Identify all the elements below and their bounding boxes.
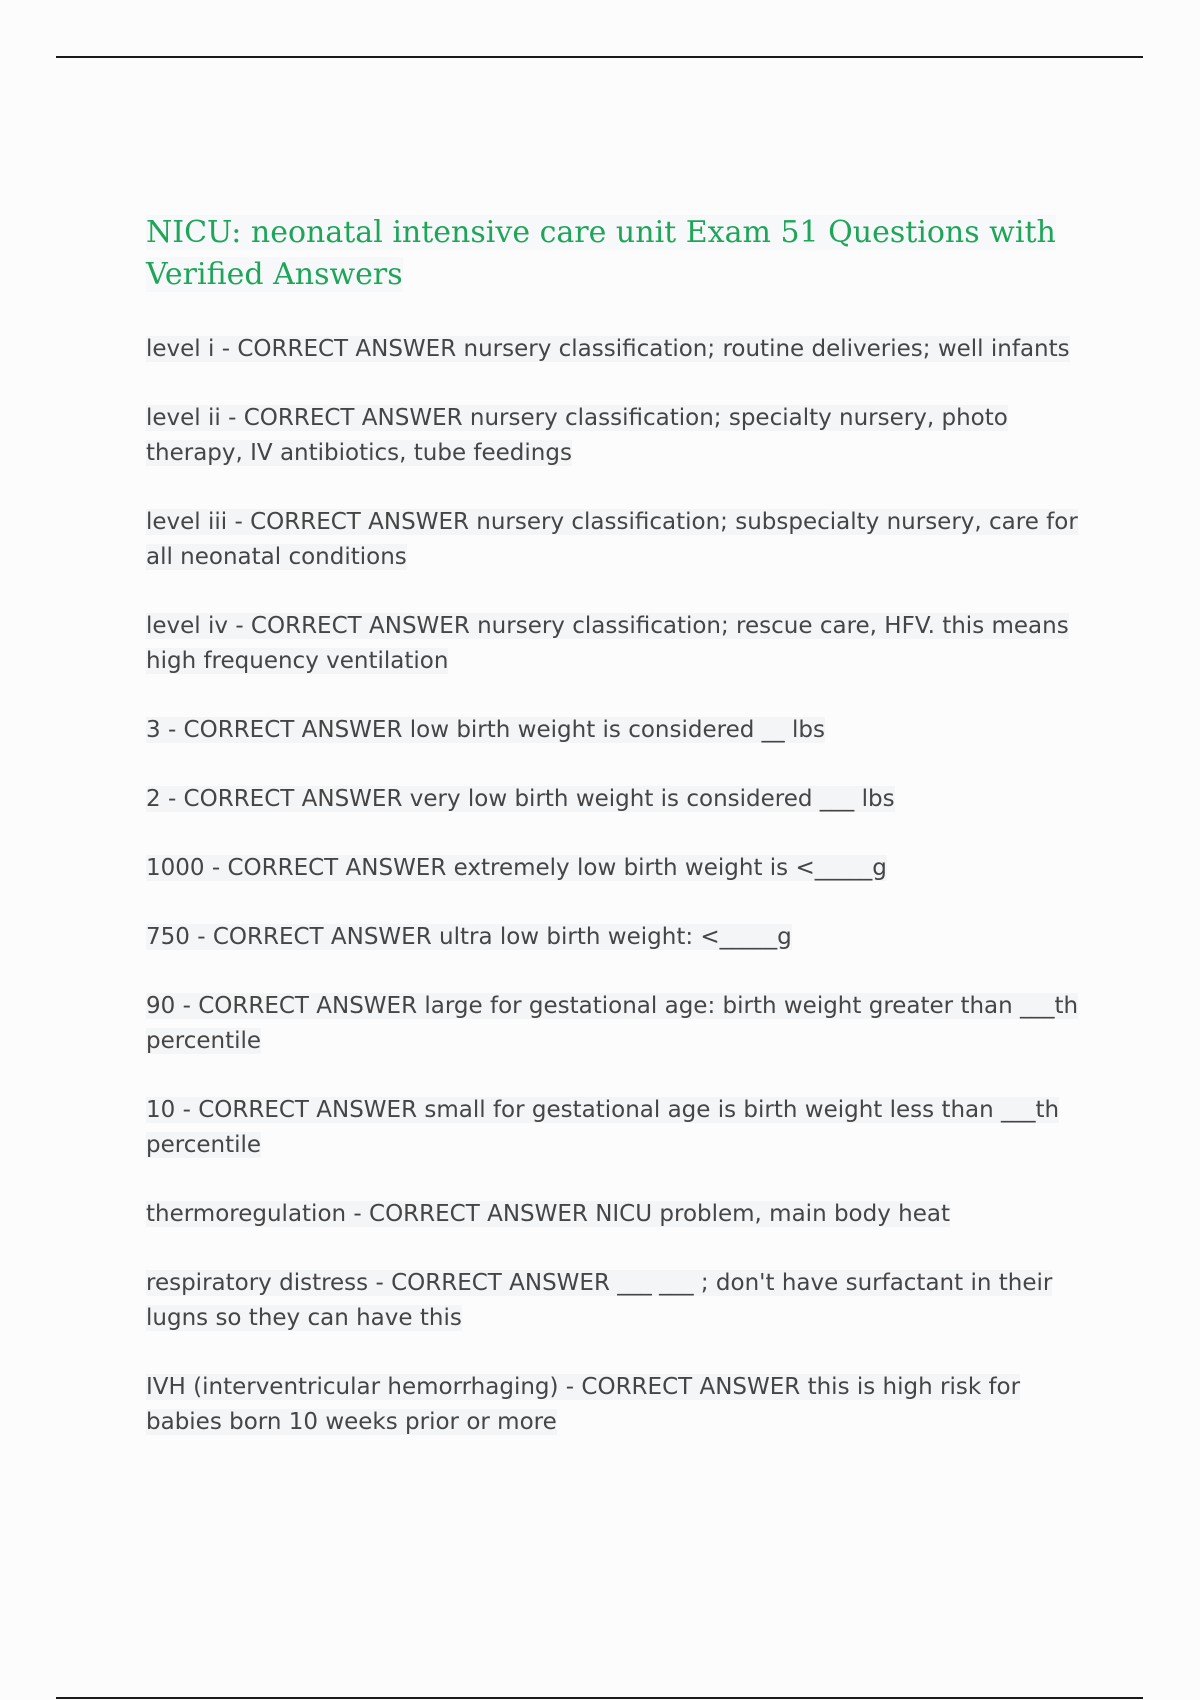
qa-item [146, 401, 1096, 471]
qa-item [146, 1266, 1096, 1336]
qa-text: level iii - CORRECT ANSWER nursery classification; subspecialty nursery, care for all neonatal conditions [146, 509, 1078, 570]
qa-item [146, 1197, 1096, 1232]
qa-text: thermoregulation - CORRECT ANSWER NICU problem, main body heat [146, 1201, 950, 1227]
qa-item [146, 713, 1096, 748]
qa-text: 10 - CORRECT ANSWER small for gestational age is birth weight less than ___th percentile [146, 1097, 1060, 1158]
qa-item [146, 332, 1096, 367]
qa-text: level i - CORRECT ANSWER nursery classification; routine deliveries; well infants [146, 336, 1070, 362]
title-block [146, 212, 1096, 296]
qa-item [146, 782, 1096, 817]
qa-item [146, 920, 1096, 955]
header-rule [56, 56, 1143, 58]
qa-text: 3 - CORRECT ANSWER low birth weight is considered __ lbs [146, 717, 825, 743]
qa-text: 750 - CORRECT ANSWER ultra low birth weight: <_____g [146, 924, 792, 950]
qa-item [146, 505, 1096, 575]
qa-text: 1000 - CORRECT ANSWER extremely low birth weight is <_____g [146, 855, 887, 881]
document-body [146, 212, 1096, 1474]
footer-rule [56, 1697, 1143, 1699]
qa-item [146, 1370, 1096, 1440]
qa-text: 2 - CORRECT ANSWER very low birth weight is considered ___ lbs [146, 786, 895, 812]
qa-item [146, 989, 1096, 1059]
qa-item [146, 609, 1096, 679]
qa-text: level iv - CORRECT ANSWER nursery classification; rescue care, HFV. this means high frequency ventilation [146, 613, 1069, 674]
qa-text: respiratory distress - CORRECT ANSWER ___ ___ ; don't have surfactant in their lugns so they can have this [146, 1270, 1053, 1331]
qa-text: level ii - CORRECT ANSWER nursery classification; specialty nursery, photo therapy, IV antibiotics, tube feedings [146, 405, 1008, 466]
qa-text: 90 - CORRECT ANSWER large for gestational age: birth weight greater than ___th percentile [146, 993, 1079, 1054]
document-title: NICU: neonatal intensive care unit Exam 51 Questions with Verified Answers [146, 215, 1056, 292]
qa-item [146, 1093, 1096, 1163]
qa-item [146, 851, 1096, 886]
qa-text: IVH (interventricular hemorrhaging) - CORRECT ANSWER this is high risk for babies born 10 weeks prior or more [146, 1374, 1021, 1435]
